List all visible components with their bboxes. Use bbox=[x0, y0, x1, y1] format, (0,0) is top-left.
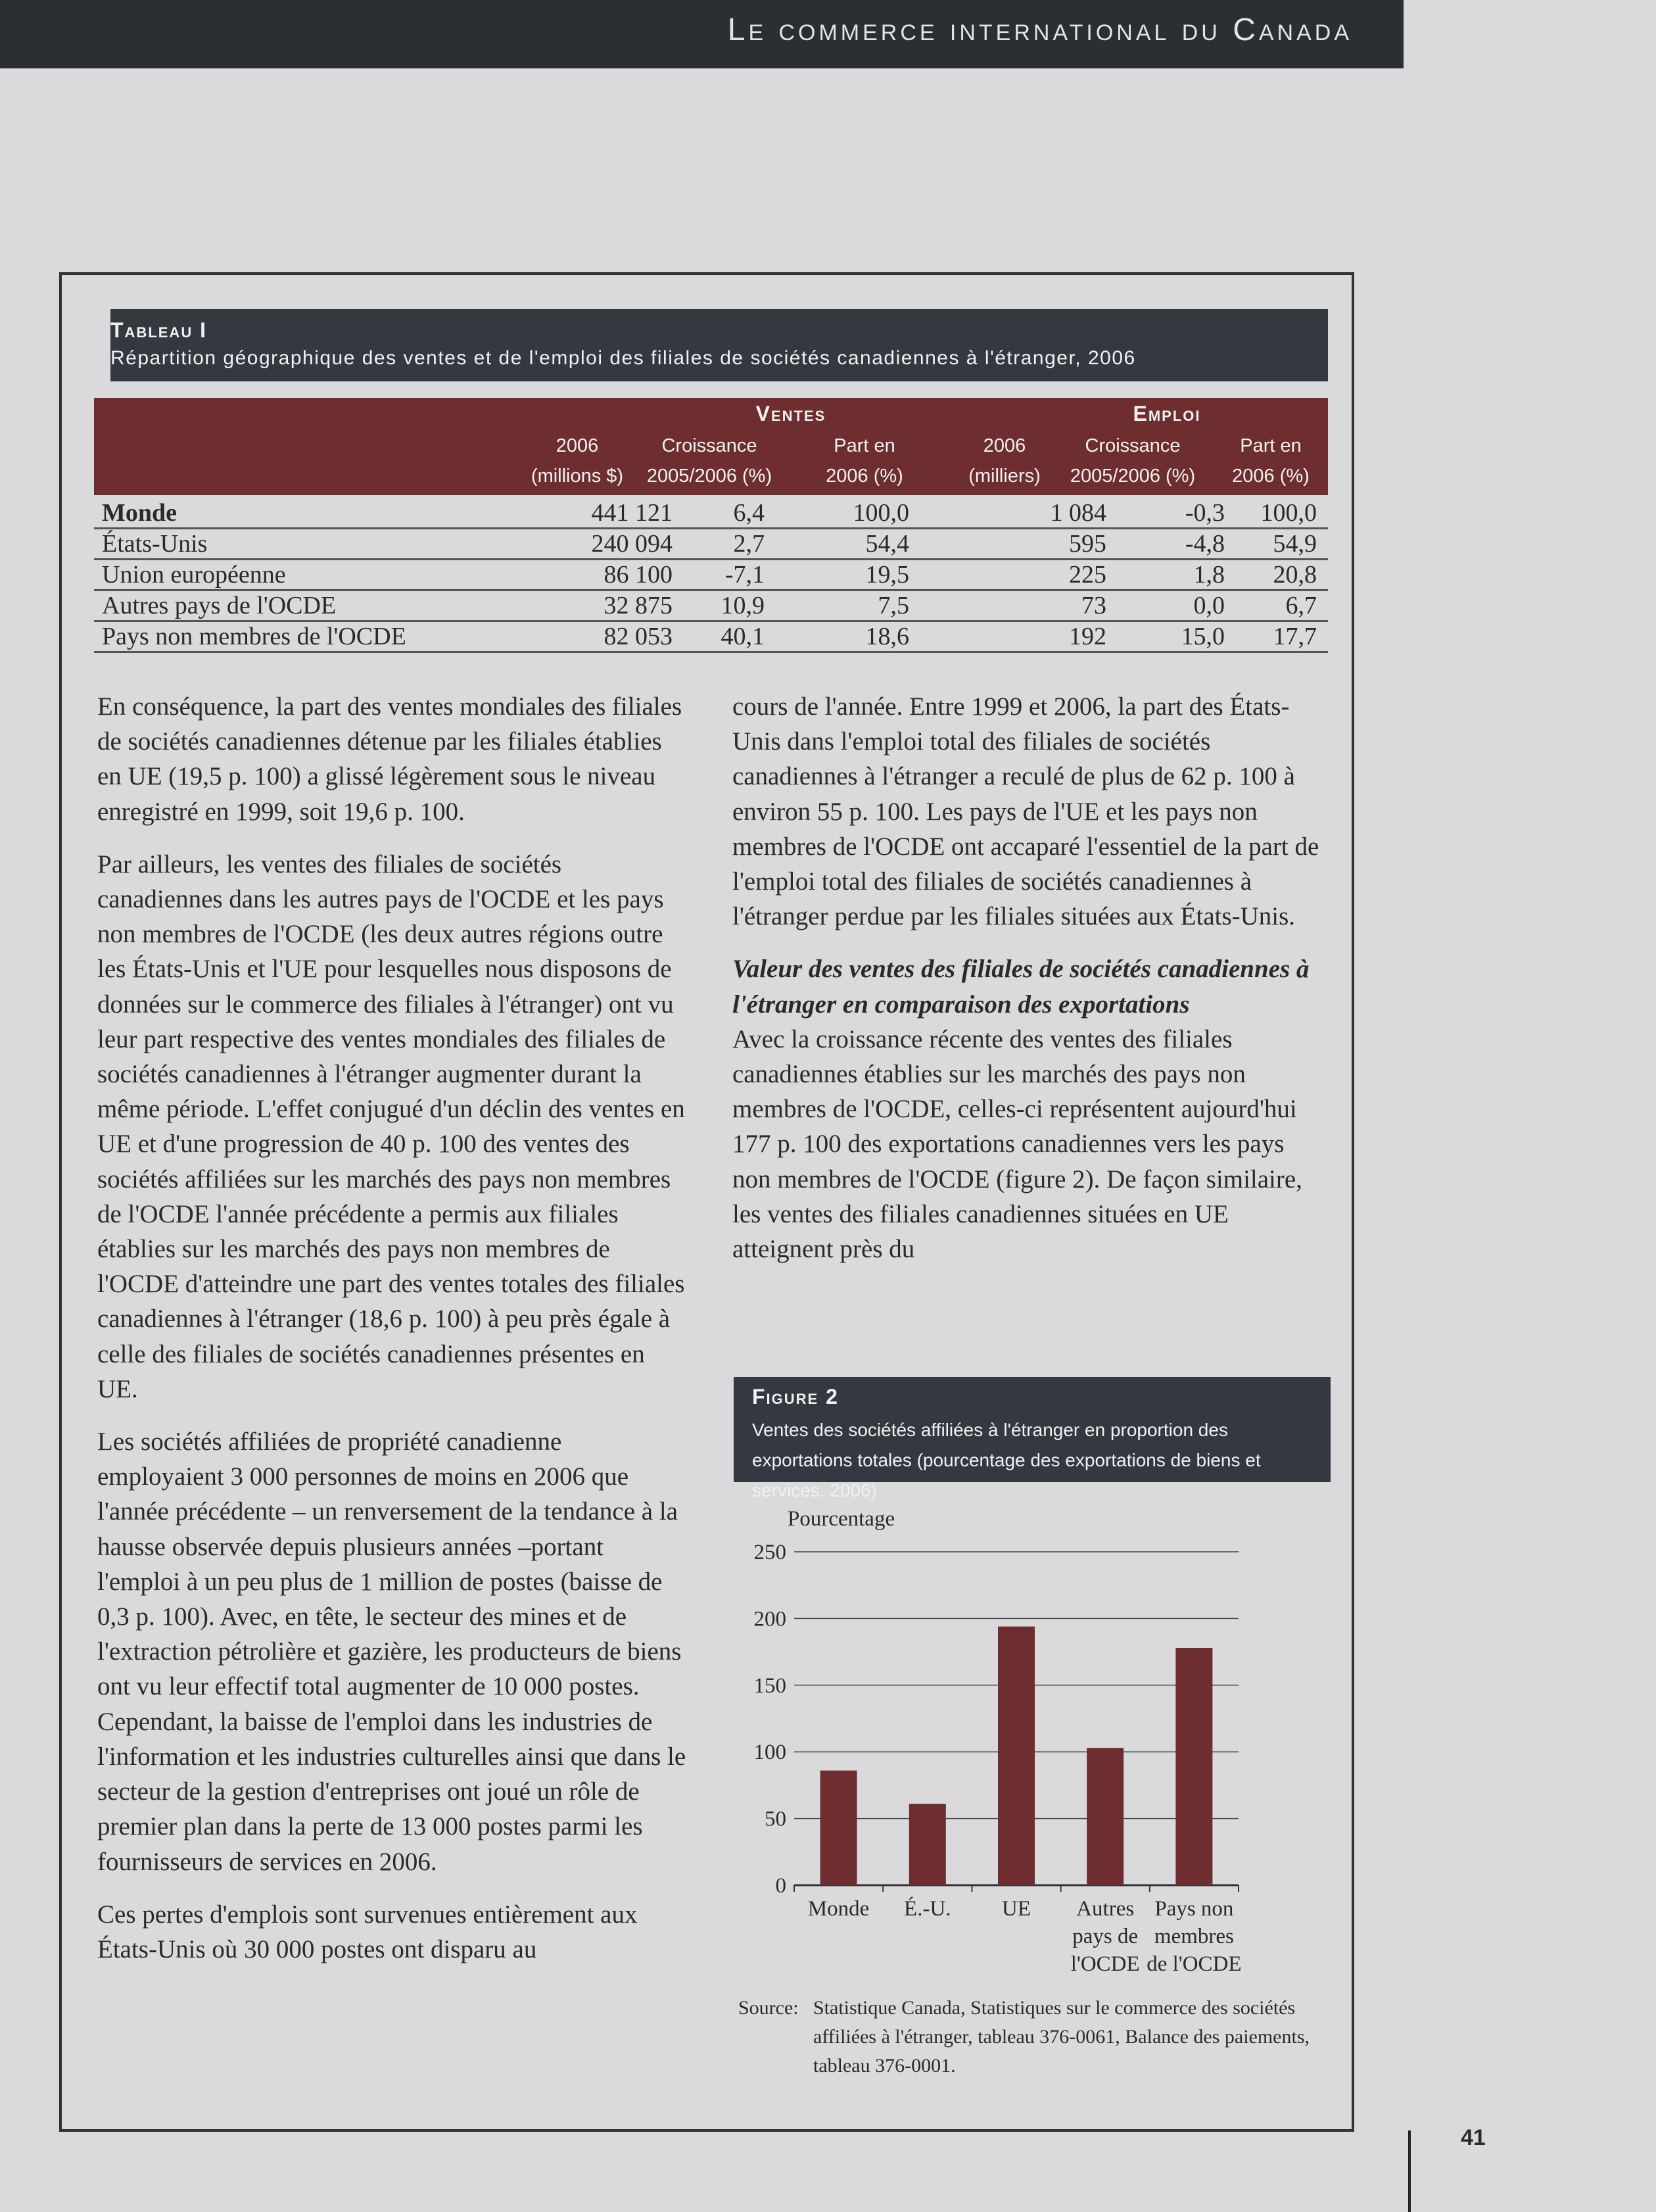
y-tick-label: 100 bbox=[753, 1741, 786, 1765]
running-header-title: Le commerce international du Canada bbox=[727, 12, 1352, 47]
x-category-label: de l'OCDE bbox=[1147, 1952, 1242, 1976]
x-category-label: É.-U. bbox=[904, 1897, 951, 1921]
x-category-label: Pays non bbox=[1154, 1897, 1234, 1921]
group-ventes: Ventes bbox=[755, 402, 826, 425]
bar bbox=[998, 1627, 1035, 1885]
y-tick-label: 0 bbox=[775, 1874, 786, 1898]
x-category-label: membres bbox=[1154, 1925, 1234, 1948]
right-column bbox=[732, 689, 1324, 1284]
x-category-label: UE bbox=[1002, 1897, 1031, 1921]
col-header: Part en 2006 (%) bbox=[1232, 435, 1310, 487]
paragraph: Avec la croissance récente des ventes des filiales canadiennes établies sur les marchés des pays non membres de l'OCDE, celles-ci représentent aujourd'hui 177 p. 100 des exportations canadiennes vers les pays non membres de l'OCDE (figure 2). De façon similaire, les ventes des filiales canadiennes situées en UE atteignent près du bbox=[732, 1024, 1302, 1264]
col-header: Part en 2006 (%) bbox=[826, 435, 903, 487]
y-tick-label: 250 bbox=[753, 1541, 786, 1564]
bar-chart bbox=[734, 1499, 1331, 1986]
y-tick-label: 150 bbox=[753, 1673, 786, 1698]
running-header bbox=[0, 0, 1404, 68]
paragraph: Ces pertes d'emplois sont survenues entièrement aux États-Unis où 30 000 postes ont disparu au bbox=[97, 1900, 638, 1963]
table-body bbox=[94, 498, 1328, 653]
left-column bbox=[97, 689, 689, 1984]
y-tick-label: 200 bbox=[753, 1607, 786, 1631]
group-emploi: Emploi bbox=[1133, 402, 1201, 425]
table-caption: Répartition géographique des ventes et de l'emploi des filiales de sociétés canadiennes à l'étranger, 2006 bbox=[110, 347, 1136, 369]
col-header: 2006 (milliers) bbox=[968, 435, 1041, 487]
paragraph: En conséquence, la part des ventes mondiales des filiales de sociétés canadiennes détenue par les filiales établies en UE (19,5 p. 100) a glissé légèrement sous le niveau enregistré en 1999, soit 19,6 p. 100. bbox=[97, 692, 682, 826]
source-text: Statistique Canada, Statistiques sur le commerce des sociétés affiliées à l'étranger, tableau 376-0061, Balance des paiements, tableau 376-0001. bbox=[813, 1997, 1310, 2077]
page-number-rule bbox=[1408, 2130, 1411, 2212]
col-header: 2006 (millions $) bbox=[531, 435, 624, 487]
x-category-label: Autres bbox=[1076, 1897, 1135, 1921]
x-category-label: Monde bbox=[807, 1897, 870, 1921]
table-row: Autres pays de l'OCDE 32 875 10,9 7,5 73 0,0 6,7 bbox=[94, 591, 1328, 622]
figure-title-bar bbox=[734, 1377, 1331, 1501]
table-row: Monde 441 121 6,4 100,0 1 084 -0,3 100,0 bbox=[94, 498, 1328, 529]
table-title-bar bbox=[110, 309, 1328, 381]
page-number: 41 bbox=[1461, 2125, 1486, 2150]
figure-caption: Ventes des sociétés affiliées à l'étranger en proportion des exportations totales (pourcentage des exportations de biens et services, 2006) bbox=[752, 1420, 1261, 1501]
paragraph: Les sociétés affiliées de propriété canadienne employaient 3 000 personnes de moins en 2006 que l'année précédente – un renversement de la tendance à la hausse observée depuis plusieurs années –portant l'emploi à un peu plus de 1 million de postes (baisse de 0,3 p. 100). Avec, en tête, le secteur des mines et de l'extraction pétrolière et gazière, les producteurs de biens ont vu leur effectif total augmenter de 10 000 postes. Cependant, la baisse de l'emploi dans les industries de l'information et les industries culturelles ainsi que dans le secteur de la gestion d'entreprises ont joué un rôle de premier plan dans la perte de 13 000 postes parmi les fournisseurs de services en 2006. bbox=[97, 1428, 686, 1876]
section-subheading: Valeur des ventes des filiales de sociétés canadiennes à l'étranger en comparaison des exportations bbox=[732, 955, 1310, 1019]
bar bbox=[820, 1771, 857, 1885]
paragraph: Par ailleurs, les ventes des filiales de sociétés canadiennes dans les autres pays de l'OCDE et les pays non membres de l'OCDE (les deux autres régions outre les États-Unis et l'UE pour lesquelles nous disposons de données sur le commerce des filiales à l'étranger) ont vu leur part respective des ventes mondiales des filiales de sociétés canadiennes à l'étranger augmenter durant la même période. L'effet conjugué d'un déclin des ventes en UE et d'une progression de 40 p. 100 des ventes des sociétés affiliées sur les marchés des pays non membres de l'OCDE l'année précédente a permis aux filiales établies sur les marchés des pays non membres de l'OCDE d'atteindre une part des ventes totales des filiales canadiennes à l'étranger (18,6 p. 100) à peu près égale à celle des filiales de sociétés canadiennes présentes en UE. bbox=[97, 850, 685, 1403]
paragraph: cours de l'année. Entre 1999 et 2006, la part des États-Unis dans l'emploi total des filiales de sociétés canadiennes à l'étranger a reculé de plus de 62 p. 100 à environ 55 p. 100. Les pays de l'UE et les pays non membres de l'OCDE ont accaparé l'essentiel de la part de l'emploi total des filiales de sociétés canadiennes à l'étranger perdue par les filiales situées aux États-Unis. bbox=[732, 692, 1319, 931]
y-tick-label: 50 bbox=[765, 1807, 786, 1831]
x-category-label: l'OCDE bbox=[1070, 1952, 1140, 1976]
bar bbox=[909, 1804, 946, 1885]
table-row: Union européenne 86 100 -7,1 19,5 225 1,8 20,8 bbox=[94, 560, 1328, 591]
table-label: Tableau I bbox=[110, 318, 207, 342]
table-header bbox=[94, 398, 1328, 495]
source-label: Source: bbox=[738, 1997, 799, 2019]
col-header: Croissance 2005/2006 (%) bbox=[1070, 435, 1196, 487]
bar bbox=[1175, 1648, 1212, 1885]
y-axis-label: Pourcentage bbox=[788, 1507, 895, 1531]
bar bbox=[1087, 1748, 1124, 1885]
table-row: États-Unis 240 094 2,7 54,4 595 -4,8 54,9 bbox=[94, 529, 1328, 560]
table-row: Pays non membres de l'OCDE 82 053 40,1 18,6 192 15,0 17,7 bbox=[94, 622, 1328, 653]
figure-label: Figure 2 bbox=[752, 1385, 839, 1408]
x-category-label: pays de bbox=[1072, 1925, 1139, 1948]
col-header: Croissance 2005/2006 (%) bbox=[646, 435, 772, 487]
